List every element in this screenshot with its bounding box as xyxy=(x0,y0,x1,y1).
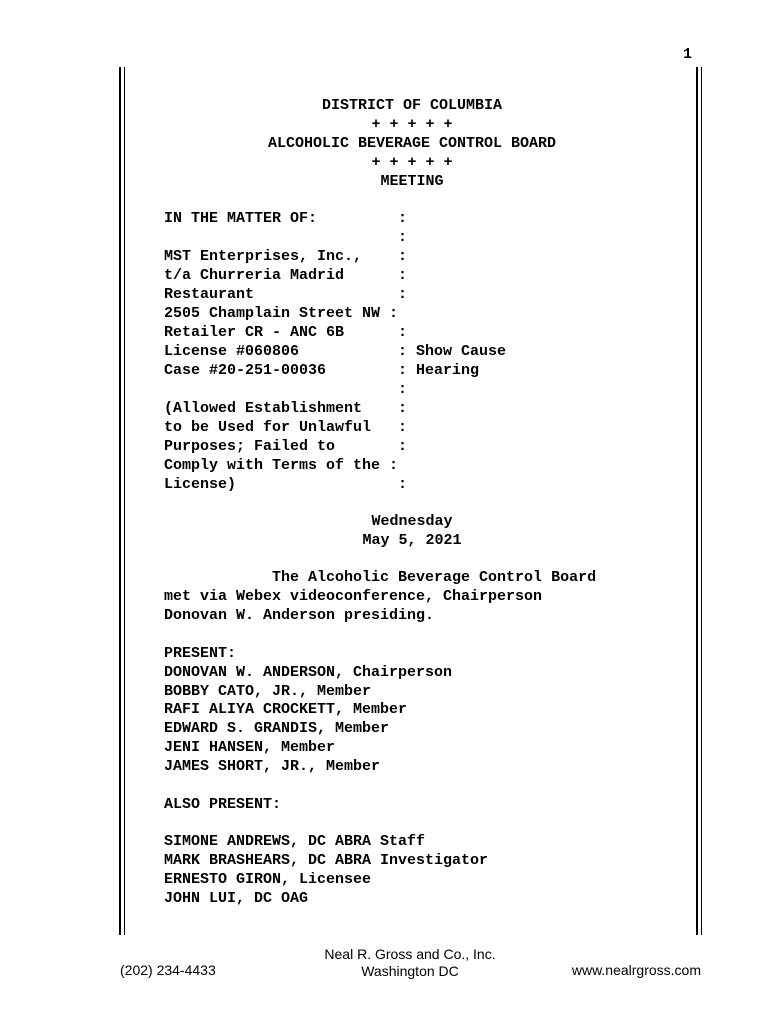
caption-line: Restaurant : xyxy=(164,286,408,303)
caption-line: 2505 Champlain Street NW : xyxy=(164,305,399,322)
caption-line: : xyxy=(164,229,408,246)
caption-line: : xyxy=(164,381,408,398)
caption-line: (Allowed Establishment : xyxy=(164,400,408,417)
intro-line: The Alcoholic Beverage Control Board xyxy=(164,569,597,586)
header-jurisdiction: DISTRICT OF COLUMBIA xyxy=(321,97,503,114)
left-margin-rule xyxy=(119,67,125,935)
also-present-heading: ALSO PRESENT: xyxy=(164,796,282,813)
present-member: DONOVAN W. ANDERSON, Chairperson xyxy=(164,664,453,681)
caption-line: t/a Churreria Madrid : xyxy=(164,267,408,284)
caption-line: Comply with Terms of the : xyxy=(164,457,399,474)
intro-line: Donovan W. Anderson presiding. xyxy=(164,607,435,624)
present-heading: PRESENT: xyxy=(164,645,237,662)
footer-company: Neal R. Gross and Co., Inc. xyxy=(324,946,496,962)
meeting-date: May 5, 2021 xyxy=(362,532,462,549)
present-member: JAMES SHORT, JR., Member xyxy=(164,758,381,775)
footer-city: Washington DC xyxy=(361,963,459,979)
caption-line: Retailer CR - ANC 6B : xyxy=(164,324,408,341)
header-separator: + + + + + xyxy=(371,116,453,133)
caption-line: IN THE MATTER OF: : xyxy=(164,210,408,227)
caption-line: to be Used for Unlawful : xyxy=(164,419,408,436)
header-separator: + + + + + xyxy=(371,154,453,171)
caption-line: MST Enterprises, Inc., : xyxy=(164,248,408,265)
header-meeting: MEETING xyxy=(380,173,444,190)
also-present-member: ERNESTO GIRON, Licensee xyxy=(164,871,372,888)
intro-line: met via Webex videoconference, Chairperson xyxy=(164,588,543,605)
present-member: JENI HANSEN, Member xyxy=(164,739,336,756)
caption-line: License #060806 : Show Cause xyxy=(164,343,507,360)
present-member: BOBBY CATO, JR., Member xyxy=(164,683,372,700)
also-present-member: MARK BRASHEARS, DC ABRA Investigator xyxy=(164,852,489,869)
caption-line: Case #20-251-00036 : Hearing xyxy=(164,362,480,379)
footer-website: www.nealrgross.com xyxy=(571,962,701,978)
footer-company-block xyxy=(250,946,570,980)
caption-line: Purposes; Failed to : xyxy=(164,438,408,455)
also-present-member: JOHN LUI, DC OAG xyxy=(164,890,309,907)
meeting-weekday: Wednesday xyxy=(371,513,453,530)
also-present-member: SIMONE ANDREWS, DC ABRA Staff xyxy=(164,833,426,850)
present-member: RAFI ALIYA CROCKETT, Member xyxy=(164,701,408,718)
page-number: 1 xyxy=(682,46,692,63)
caption-line: License) : xyxy=(164,476,408,493)
footer-phone: (202) 234-4433 xyxy=(120,962,216,978)
present-member: EDWARD S. GRANDIS, Member xyxy=(164,720,390,737)
right-margin-rule xyxy=(696,67,702,935)
header-board-name: ALCOHOLIC BEVERAGE CONTROL BOARD xyxy=(267,135,557,152)
